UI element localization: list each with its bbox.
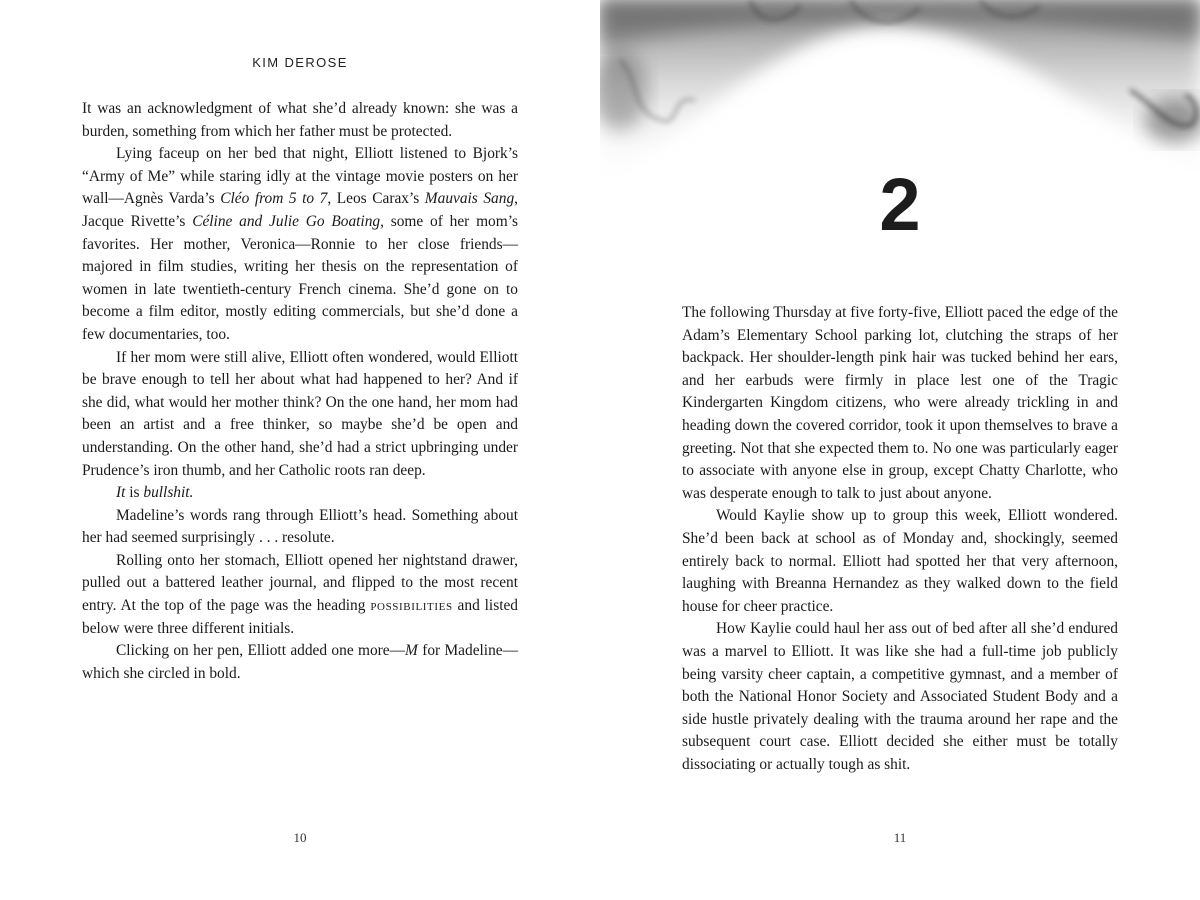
- paragraph: [82, 143, 518, 346]
- text-run: is: [125, 484, 144, 502]
- paragraph: [682, 302, 1118, 505]
- text-run: Madeline’s words rang through Elliott’s head. Something about her had seemed surprisingly . . . resolute.: [82, 506, 518, 547]
- text-run: If her mom were still alive, Elliott often wondered, would Elliott be brave enough to tell her about what had happened to her? And if she did, what would her mother think? On the one hand, her mom had been an artist and a free thinker, so maybe she’d be open and understanding. On the other hand, she’d had a strict upbringing under Prudence’s iron thumb, and her Catholic roots ran deep.: [82, 348, 518, 479]
- text-run: Rolling onto her stomach, Elliott opened her nightstand drawer, pulled out a battered leather journal, and flipped to the most recent entry. At the top of the page was the heading: [82, 551, 518, 615]
- text-run: and listed below were three different initials.: [82, 597, 518, 637]
- text-run: , Jacque Rivette’s: [82, 190, 518, 230]
- chapter-number: 2: [879, 163, 921, 246]
- paragraph: [82, 505, 518, 550]
- paragraph: [82, 640, 518, 685]
- text-run: The following Thursday at five forty-five, Elliott paced the edge of the Adam’s Elementary School parking lot, clutching the straps of her backpack. Her shoulder-length pink hair was tucked behind her ears, and her earbuds were firmly in place lest one of the Tragic Kindergarten Kingdom citizens, who were already trickling in and heading down the covered corridor, took it upon themselves to brave a greeting. Not that she expected them to. No one was particularly eager to associate with anyone else in group, except Chatty Charlotte, who was desperate enough to talk to just about anyone.: [682, 304, 1118, 502]
- text-run: It was an acknowledgment of what she’d already known: she was a burden, something from which her father must be protected.: [82, 100, 518, 140]
- italic-text: M: [405, 642, 418, 660]
- running-head: KIM DEROSE: [252, 55, 348, 70]
- italic-text: Mauvais Sang: [424, 190, 515, 208]
- page-number-right: 11: [893, 830, 907, 845]
- paragraph: [682, 505, 1118, 618]
- paragraph: [82, 98, 518, 143]
- italic-text: Cléo from 5 to 7: [220, 190, 328, 208]
- text-run: Clicking on her pen, Elliott added one more—: [116, 642, 406, 660]
- small-caps-text: possibilities: [370, 598, 453, 615]
- text-run: How Kaylie could haul her ass out of bed after all she’d endured was a marvel to Elliott. It was like she had a full-time job publicly being varsity cheer captain, a competitive gymnast, and a member of both the National Honor Society and Associated Student Body and a side hustle privately dealing with the trauma around her rape and the subsequent court case. Elliott decided she either must be totally dissociating or actually tough as shit.: [682, 620, 1118, 773]
- text-run: , Leos Carax’s: [327, 190, 425, 208]
- paragraph: [82, 347, 518, 483]
- text-run: Lying faceup on her bed that night, Elliott listened to Bjork’s “Army of Me” while staring idly at the vintage movie posters on her wall—Agnès Varda’s: [82, 145, 518, 208]
- paragraph: [82, 550, 518, 640]
- paragraph: [682, 618, 1118, 776]
- text-run: , some of her mom’s favorites. Her mother, Veronica—Ronnie to her close friends—majored in film studies, writing her thesis on the representation of women in late twentieth-century French cinema. She’d gone on to become a film editor, mostly editing commercials, but she’d done a few documentaries, too.: [82, 212, 518, 343]
- italic-text: It: [116, 484, 126, 502]
- right-page: [600, 0, 1200, 900]
- paragraph: [82, 482, 518, 505]
- italic-text: Céline and Julie Go Boating: [192, 212, 381, 230]
- page-number-left: 10: [293, 830, 307, 845]
- italic-text: bullshit.: [143, 484, 194, 502]
- left-page-body-text: [82, 98, 518, 685]
- right-page-body-text: [682, 302, 1118, 776]
- text-run: Would Kaylie show up to group this week, Elliott wondered. She’d been back at school as of Monday and, shockingly, seemed entirely back to normal. Elliott had spotted her that very afternoon, laughing with Breanna Hernandez as they walked down to the field house for cheer practice.: [682, 507, 1118, 615]
- text-run: for Madeline—which she circled in bold.: [82, 642, 518, 682]
